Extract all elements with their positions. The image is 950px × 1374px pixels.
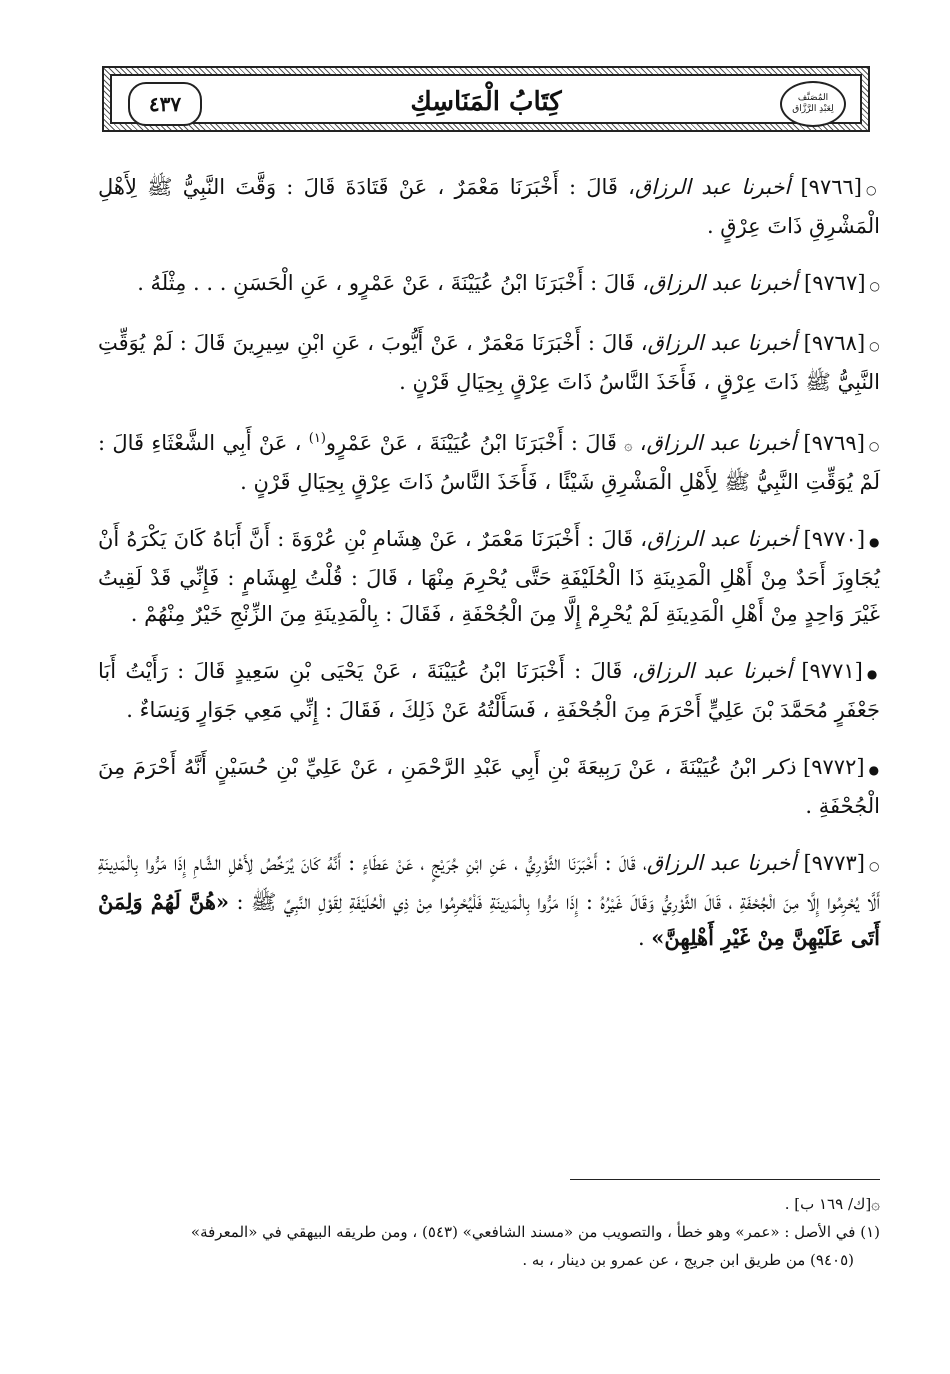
entry-text: ، قَالَ : أَخْبَرَنَا مَعْمَرٌ ، عَنْ قَتَادَةَ قَالَ : وَقَّتَ النَّبِيُّ ﷺ لِأَهْلِ الْمَشْرِقِ ذَاتَ عِرْقٍ . xyxy=(98,175,880,238)
footnote-divider xyxy=(570,1179,880,1180)
prophetic-quote: «هُنَّ لَهُمْ وَلِمَنْ أَتَى عَلَيْهِنَّ مِنْ غَيْرِ أَهْلِهِنَّ» xyxy=(98,889,880,950)
entry-marker: ○ xyxy=(868,439,880,453)
hadith-entry-9767 xyxy=(98,265,880,304)
entry-marker: ● xyxy=(868,763,880,777)
entry-number: [٩٧٦٨] xyxy=(803,331,866,355)
entry-text: ، قَالَ : أَخْبَرَنَا مَعْمَرٌ ، عَنْ هِشَامِ بْنِ عُرْوَةَ : أَنَّ أَبَاهُ كَانَ يَكْرَهُ أَنْ يُجَاوِزَ أَحَدٌ مِنْ أَهْلِ الْمَدِينَةِ ذَا الْحُلَيْفَةِ حَتَّى يُحْرِمَ مِنْهَا ، قَالَ : قُلْتُ لِهِشَامٍ : فَإِنِّي قَدْ لَقِيتُ غَيْرَ وَاحِدٍ مِنْ أَهْلِ الْمَدِينَةِ لَمْ يُحْرِمْ إِلَّا مِنَ الْجُحْفَةِ ، فَقَالَ : بِالْمَدِينَةِ مِنَ الزِّنْجِ خَيْرٌ مِنْهُمْ . xyxy=(98,527,880,626)
entry-marker: ○ xyxy=(869,279,880,293)
entry-marker: ● xyxy=(869,535,880,549)
entry-formula: ذكر xyxy=(764,755,796,779)
entry-formula: أخبرنا عبد الرزاق xyxy=(646,851,797,875)
folio-note: ۞[ك/ ١٦٩ ب] . xyxy=(784,1195,880,1213)
entry-number: [٩٧٦٩] xyxy=(803,431,865,455)
entry-formula: أخبرنا عبد الرزاق xyxy=(648,271,798,295)
entry-marker: ● xyxy=(866,667,880,681)
hadith-entry-9768 xyxy=(98,325,880,400)
entry-number: [٩٧٧٠] xyxy=(803,527,866,551)
entry-formula: أخبرنا عبد الرزاق xyxy=(634,175,791,199)
entry-marker: ○ xyxy=(868,859,880,873)
entry-number: [٩٧٧١] xyxy=(801,659,863,683)
page-header xyxy=(102,66,870,132)
footnote-reference: (١) xyxy=(308,431,326,446)
entry-text: ابْنُ عُيَيْنَةَ ، عَنْ رَبِيعَةَ بْنِ أَبِي عَبْدِ الرَّحْمَنِ ، عَنْ عَلِيِّ بْنِ حُسَيْنٍ أَنَّهُ أَحْرَمَ مِنَ الْجُحْفَةِ . xyxy=(98,755,880,818)
book-logo xyxy=(780,81,846,127)
entry-number: [٩٧٦٦] xyxy=(800,175,862,199)
hadith-entry-9771 xyxy=(98,653,880,728)
book-logo-line1: المُصَنَّف xyxy=(797,93,829,103)
entry-number: [٩٧٧٢] xyxy=(803,755,865,779)
footnote-1: (١) في الأصل : «عمر» وهو خطأ ، والتصويب من «مسند الشافعي» (٥٤٣) ، ومن طريقه البيهقي في «المعرفة» xyxy=(190,1223,880,1241)
footnote-1-continuation: (٩٤٠٥) من طريق ابن جريج ، عن عمرو بن دينار ، به . xyxy=(522,1251,854,1269)
page-header-frame xyxy=(110,74,862,124)
hadith-entry-9770 xyxy=(98,521,880,632)
entry-formula: أخبرنا عبد الرزاق xyxy=(647,527,797,551)
hadith-entry-9766 xyxy=(98,169,880,244)
hadith-entry-9773 xyxy=(98,845,880,956)
entry-text: ، قَالَ : أَخْبَرَنَا مَعْمَرٌ ، عَنْ أَيُّوبَ ، عَنِ ابْنِ سِيرِينَ قَالَ : لَمْ يُوَقِّتِ النَّبِيُّ ﷺ ذَاتَ عِرْقٍ ، فَأَخَذَ النَّاسُ ذَاتَ عِرْقٍ بِحِيَالِ قَرْنٍ . xyxy=(98,331,880,394)
entry-text: . xyxy=(637,926,652,950)
entry-text: قَالَ : أَخْبَرَنَا ابْنُ عُيَيْنَةَ ، عَنْ عَمْرٍو xyxy=(325,431,625,455)
entry-marker: ○ xyxy=(866,183,880,197)
hadith-entry-9772 xyxy=(98,749,880,824)
folio-marker-icon: ۞ xyxy=(624,438,633,454)
chapter-title: كِتَابُ الْمَنَاسِكِ xyxy=(410,87,562,117)
entry-formula: أخبرنا عبد الرزاق xyxy=(646,431,797,455)
entry-formula: أخبرنا عبد الرزاق xyxy=(638,659,792,683)
hadith-entry-9769 xyxy=(98,421,880,500)
entry-text: ، قَالَ : أَخْبَرَنَا ابْنُ عُيَيْنَةَ ، عَنْ عَمْرٍو ، عَنِ الْحَسَنِ . . . مِثْلَهُ . xyxy=(137,271,649,295)
entry-text: ، عَنْ أَبِي الشَّعْثَاءِ قَالَ : لَمْ يُوَقِّتِ النَّبِيُّ ﷺ لِأَهْلِ الْمَشْرِقِ شَيْئًا ، فَأَخَذَ النَّاسُ ذَاتَ عِرْقٍ بِحِيَالِ قَرْنٍ . xyxy=(98,431,880,494)
entry-number: [٩٧٧٣] xyxy=(803,851,865,875)
footnotes xyxy=(98,1190,880,1274)
entry-text: ، قَالَ : أَخْبَرَنَا الثَّوْرِيُّ ، عَنِ ابْنِ جُرَيْجٍ ، عَنْ عَطَاءٍ : أَنَّهُ كَانَ يُرَخِّصُ لِأَهْلِ الشَّامِ إِذَا مَرُّوا بِالْمَدِينَةِ أَلَّا يُحْرِمُوا إِلَّا مِنَ الْجُحْفَةِ ، قَالَ الثَّوْرِيُّ وَقَالَ غَيْرُهُ : إِذَا مَرُّوا بِالْمَدِينَةِ فَلْيُحْرِمُوا مِنْ ذِي الْحُلَيْفَةِ لِقَوْلِ النَّبِيِّ ﷺ : xyxy=(98,851,880,914)
book-logo-line2: لِعَبْدِ الرَّزَّاق xyxy=(792,104,834,114)
entry-marker: ○ xyxy=(869,339,880,353)
entry-text: ، قَالَ : أَخْبَرَنَا ابْنُ عُيَيْنَةَ ، عَنْ يَحْيَى بْنِ سَعِيدٍ قَالَ : رَأَيْتُ أَبَا جَعْفَرٍ مُحَمَّدَ بْنَ عَلِيٍّ أَحْرَمَ مِنَ الْجُحْفَةِ ، فَسَأَلْتُهُ عَنْ ذَلِكَ ، فَقَالَ : إِنِّي مَعِي جَوَارٍ وَنِسَاءٌ . xyxy=(98,659,880,722)
page-number: ٤٣٧ xyxy=(128,82,202,126)
main-text xyxy=(98,148,880,964)
entry-text: ، xyxy=(632,431,647,455)
entry-number: [٩٧٦٧] xyxy=(803,271,866,295)
entry-formula: أخبرنا عبد الرزاق xyxy=(647,331,797,355)
